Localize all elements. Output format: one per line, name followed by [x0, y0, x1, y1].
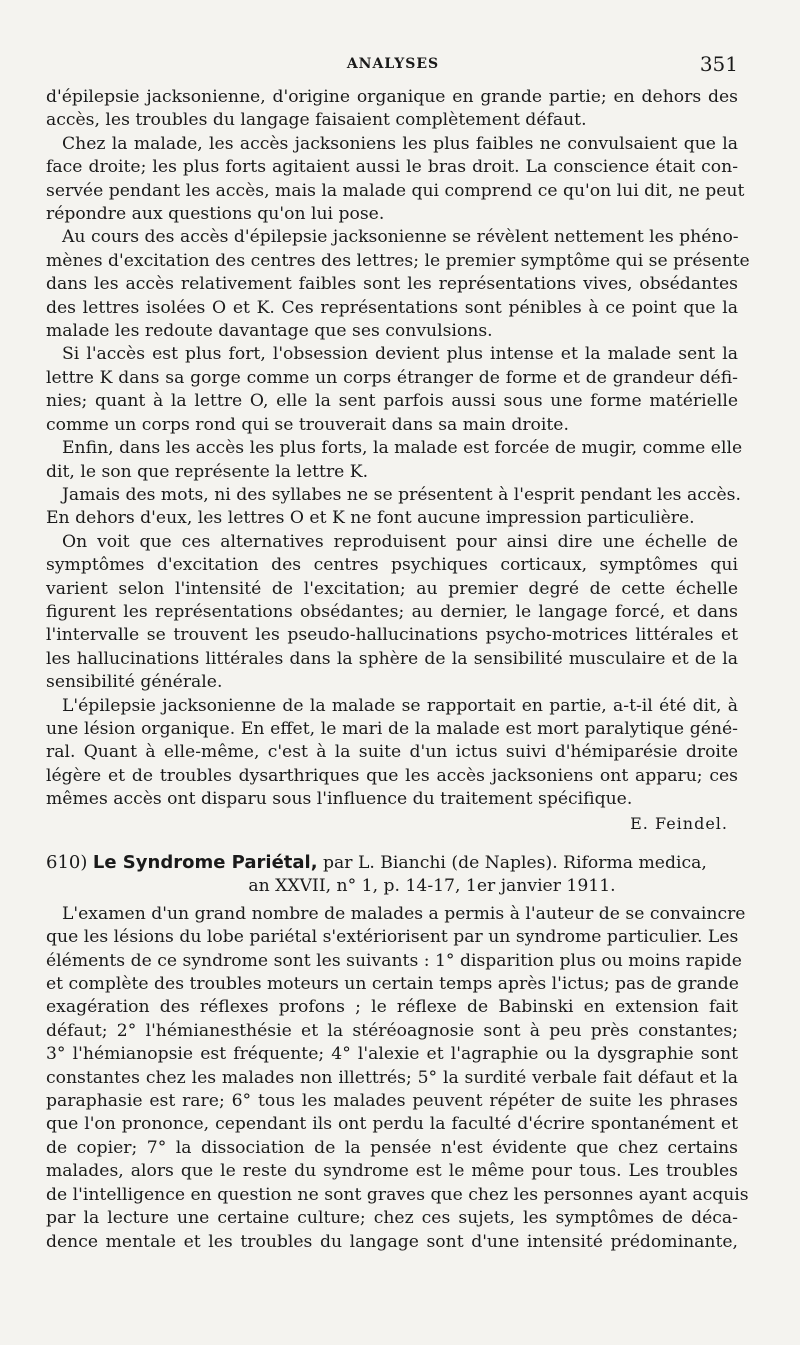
text-line: et complète des troubles moteurs un certain temps après l'ictus; pas de grande	[46, 974, 739, 995]
text-line: On voit que ces alternatives reproduisent pour ainsi dire une échelle de	[62, 531, 738, 552]
text-line: accès, les troubles du langage faisaient complètement défaut.	[46, 110, 587, 131]
text-line: Jamais des mots, ni des syllabes ne se présentent à l'esprit pendant les accès.	[62, 484, 741, 505]
text-line: Si l'accès est plus fort, l'obsession devient plus intense et la malade sent la	[62, 344, 738, 365]
text-line: face droite; les plus forts agitaient aussi le bras droit. La conscience était con-	[46, 157, 738, 178]
text-line: figurent les représentations obsédantes; au dernier, le langage forcé, et dans	[46, 601, 738, 622]
text-line: symptômes d'excitation des centres psychiques corticaux, symptômes qui	[46, 555, 738, 576]
text-line: répondre aux questions qu'on lui pose.	[46, 204, 385, 225]
text-line: En dehors d'eux, les lettres O et K ne font aucune impression particulière.	[46, 508, 695, 529]
entry-byline: par L. Bianchi (de Naples). Riforma medica,	[323, 853, 707, 873]
text-line: Au cours des accès d'épilepsie jacksonienne se révèlent nettement les phéno-	[62, 227, 739, 248]
text-line: légère et de troubles dysarthriques que les accès jacksoniens ont apparu; ces	[46, 765, 738, 786]
text-line: de l'intelligence en question ne sont graves que chez les personnes ayant acquis	[46, 1184, 749, 1205]
text-line: malades, alors que le reste du syndrome est le même pour tous. Les troubles	[46, 1161, 738, 1182]
text-line: de copier; 7° la dissociation de la pensée n'est évidente que chez certains	[46, 1137, 738, 1158]
entry-heading	[46, 851, 738, 875]
text-line: l'intervalle se trouvent les pseudo-hallucinations psycho-motrices littérales et	[46, 625, 738, 646]
text-line: défaut; 2° l'hémianesthésie et la stéréoagnosie sont à peu près constantes;	[46, 1020, 738, 1041]
page-number: 351	[699, 52, 738, 76]
text-line: sensibilité générale.	[46, 672, 223, 693]
section-1	[46, 86, 750, 812]
text-line: lettre K dans sa gorge comme un corps étranger de forme et de grandeur défi-	[46, 367, 738, 388]
page-header	[48, 52, 738, 78]
text-line: par la lecture une certaine culture; chez ces sujets, les symptômes de déca-	[46, 1208, 738, 1229]
text-line: les hallucinations littérales dans la sphère de la sensibilité musculaire et de la	[46, 648, 738, 669]
text-line: L'épilepsie jacksonienne de la malade se rapportait en partie, a-t-il été dit, à	[62, 695, 738, 716]
section-2	[46, 903, 749, 1254]
text-line: une lésion organique. En effet, le mari de la malade est mort paralytique géné-	[46, 718, 738, 739]
text-line: d'épilepsie jacksonienne, d'origine organique en grande partie; en dehors des	[46, 87, 738, 107]
text-line: Enfin, dans les accès les plus forts, la malade est forcée de mugir, comme elle	[62, 438, 743, 459]
entry-number: 610)	[46, 852, 88, 873]
entry-title: Le Syndrome Pariétal,	[92, 852, 318, 873]
text-line: nies; quant à la lettre O, elle la sent parfois aussi sous une forme matérielle	[46, 391, 738, 412]
text-line: paraphasie est rare; 6° tous les malades peuvent répéter de suite les phrases	[46, 1091, 738, 1112]
text-line: comme un corps rond qui se trouverait dans sa main droite.	[46, 414, 569, 435]
text-line: mêmes accès ont disparu sous l'influence du traitement spécifique.	[46, 789, 633, 810]
text-line: dans les accès relativement faibles sont les représentations vives, obsédantes	[46, 274, 738, 295]
text-line: des lettres isolées O et K. Ces représentations sont pénibles à ce point que la	[46, 297, 738, 318]
text-line: 3° l'hémianopsie est fréquente; 4° l'alexie et l'agraphie ou la dysgraphie sont	[46, 1044, 738, 1065]
text-line: Chez la malade, les accès jacksoniens les plus faibles ne convulsaient que la	[62, 133, 738, 154]
text-line: dence mentale et les troubles du langage sont d'une intensité prédominante,	[46, 1231, 738, 1252]
text-line: mènes d'excitation des centres des lettres; le premier symptôme qui se présente	[46, 250, 750, 271]
author-signature: E. Feindel.	[630, 813, 728, 833]
text-line: dit, le son que représente la lettre K.	[46, 461, 369, 482]
text-line: L'examen d'un grand nombre de malades a permis à l'auteur de se convaincre	[62, 903, 746, 924]
text-line: varient selon l'intensité de l'excitation; au premier degré de cette échelle	[46, 578, 738, 599]
body-text	[46, 86, 750, 1254]
text-line: ral. Quant à elle-même, c'est à la suite d'un ictus suivi d'hémiparésie droite	[46, 742, 738, 763]
entry-reference: an XXVII, n° 1, p. 14-17, 1er janvier 1911.	[248, 876, 616, 897]
text-line: éléments de ce syndrome sont les suivants : 1° disparition plus ou moins rapide	[46, 950, 742, 971]
text-line: que les lésions du lobe pariétal s'extériorisent par un syndrome particulier. Les	[46, 927, 739, 948]
text-line: servée pendant les accès, mais la malade qui comprend ce qu'on lui dit, ne peut	[46, 180, 745, 201]
text-line: que l'on prononce, cependant ils ont perdu la faculté d'écrire spontanément et	[46, 1114, 738, 1135]
text-line: constantes chez les malades non illettrés; 5° la surdité verbale fait défaut et la	[46, 1067, 738, 1088]
text-line: malade les redoute davantage que ses convulsions.	[46, 321, 493, 342]
running-title: ANALYSES	[346, 56, 440, 72]
text-line: exagération des réflexes profons ; le réflexe de Babinski en extension fait	[46, 997, 738, 1018]
